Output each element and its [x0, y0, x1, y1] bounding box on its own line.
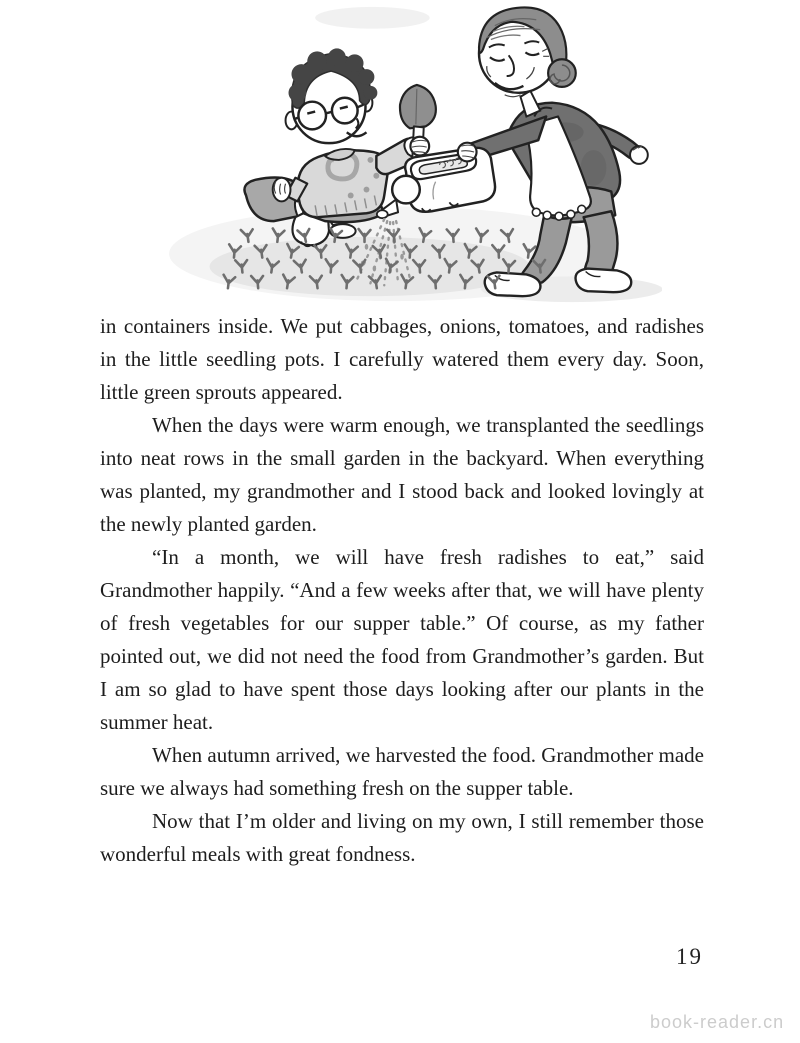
page-number: 19 [676, 944, 703, 969]
paragraph: Now that I’m older and living on my own, I still remember those wonderful meals with great fondness. [100, 809, 704, 866]
grandmother-hand-on-can [458, 143, 477, 162]
boy-hand-on-trowel [410, 137, 429, 156]
story-text [100, 310, 704, 871]
watermark: book-reader.cn [650, 1012, 785, 1032]
paragraph: in containers inside. We put cabbages, onions, tomatoes, and radishes in the little seedling pots. I carefully watered them every day. Soon, little green sprouts appeared. [100, 314, 704, 404]
paragraph: When the days were warm enough, we transplanted the seedlings into neat rows in the small garden in the backyard. When everything was planted, my grandmother and I stood back and looked lovingly at the newly planted garden. [100, 413, 704, 536]
paragraph: “In a month, we will have fresh radishes to eat,” said Grandmother happily. “And a few weeks after that, we will have plenty of fresh vegetables for our supper table.” Of course, as my father pointed out, we did not need the food from Grandmother’s garden. But I am so glad to have spent those days looking after our plants in the summer heat. [100, 545, 704, 734]
garden-illustration [146, 2, 662, 308]
paragraph: When autumn arrived, we harvested the food. Grandmother made sure we always had something fresh on the supper table. [100, 743, 704, 800]
